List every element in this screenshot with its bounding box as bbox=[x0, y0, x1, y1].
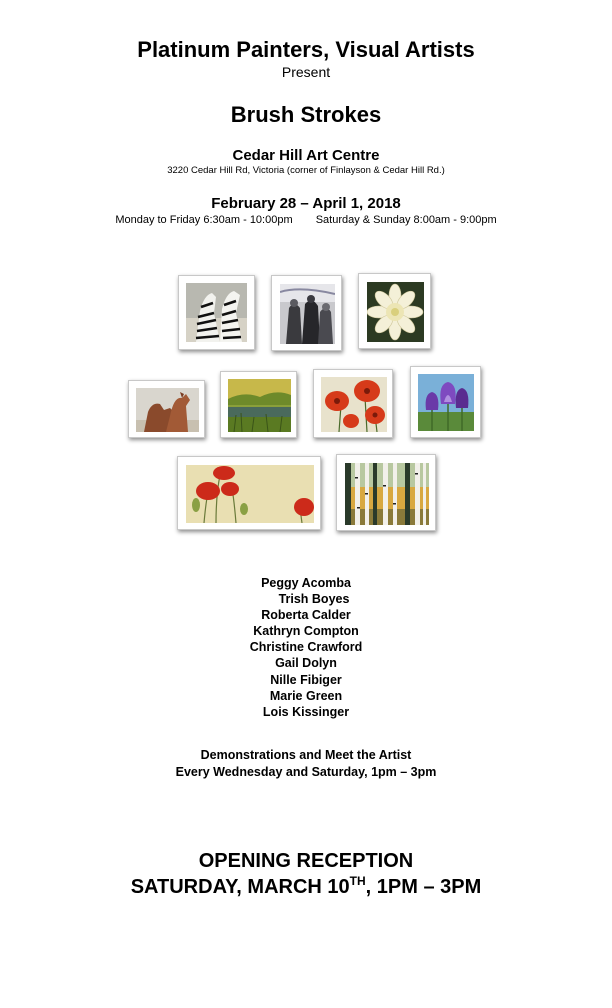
reception-date-suffix: TH bbox=[349, 874, 366, 888]
painting-abstract-figures bbox=[271, 275, 342, 351]
opening-reception-heading: OPENING RECEPTION bbox=[198, 850, 414, 872]
exhibition-dates: February 28 – April 1, 2018 bbox=[211, 195, 401, 212]
poster-title: Platinum Painters, Visual Artists bbox=[137, 37, 475, 62]
artist-name: Gail Dolyn bbox=[275, 656, 337, 671]
reception-time: , 1PM – 3PM bbox=[365, 876, 482, 898]
painting-purple-crocuses bbox=[410, 366, 481, 438]
painting-dahlia bbox=[358, 273, 431, 349]
artist-name: Roberta Calder bbox=[261, 608, 351, 623]
artist-name: Nille Fibiger bbox=[270, 672, 342, 687]
painting-horses bbox=[128, 380, 205, 438]
artist-name: Trish Boyes bbox=[278, 592, 350, 607]
artist-name: Peggy Acomba bbox=[261, 576, 351, 590]
reception-date-main: SATURDAY, MARCH 10 bbox=[130, 876, 350, 898]
demonstrations-heading: Demonstrations and Meet the Artist bbox=[200, 748, 412, 762]
demonstrations-schedule: Every Wednesday and Saturday, 1pm – 3pm bbox=[175, 765, 437, 779]
venue-name: Cedar Hill Art Centre bbox=[232, 147, 380, 164]
opening-hours bbox=[0, 214, 612, 226]
artist-list bbox=[0, 575, 612, 720]
hours-weekend: Saturday & Sunday 8:00am - 9:00pm bbox=[315, 214, 497, 226]
hours-weekday: Monday to Friday 6:30am - 10:00pm bbox=[115, 214, 293, 226]
opening-reception-date bbox=[0, 874, 612, 899]
painting-zebras bbox=[178, 275, 255, 350]
show-name: Brush Strokes bbox=[230, 102, 382, 127]
artist-name: Kathryn Compton bbox=[253, 624, 359, 639]
painting-marsh-landscape bbox=[220, 371, 297, 438]
artist-name: Marie Green bbox=[269, 688, 343, 703]
present-text: Present bbox=[281, 64, 331, 80]
painting-birch-trees bbox=[336, 454, 436, 531]
painting-poppy-panorama bbox=[177, 456, 321, 530]
artist-name: Lois Kissinger bbox=[262, 704, 350, 719]
painting-red-poppies bbox=[313, 369, 393, 438]
venue-address: 3220 Cedar Hill Rd, Victoria (corner of Finlayson & Cedar Hill Rd.) bbox=[167, 165, 445, 176]
artist-name: Christine Crawford bbox=[249, 640, 363, 655]
